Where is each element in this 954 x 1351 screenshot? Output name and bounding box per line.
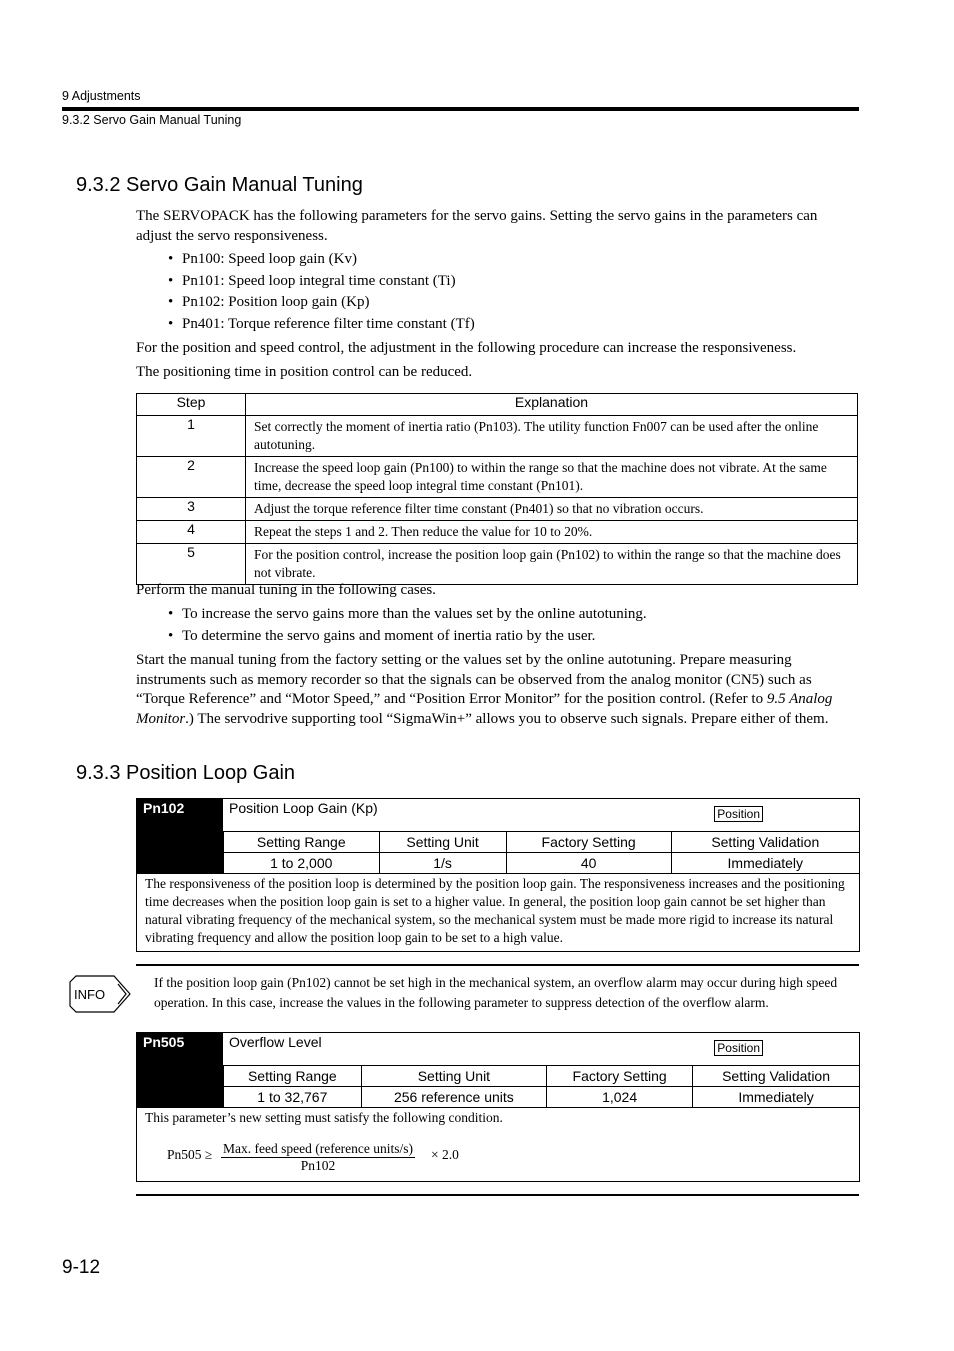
formula-lhs: Pn505 ≥ <box>167 1147 213 1162</box>
step-number: 2 <box>137 457 246 498</box>
parameter-settings-table <box>223 831 859 873</box>
manual-tuning-cases-list <box>168 604 647 647</box>
setting-unit-header: Setting Unit <box>379 832 506 853</box>
step-number: 5 <box>137 544 246 585</box>
setting-range-value: 1 to 2,000 <box>224 853 380 874</box>
formula-rhs: × 2.0 <box>431 1147 459 1162</box>
setting-unit-value: 1/s <box>379 853 506 874</box>
table-row <box>137 521 858 544</box>
step-explanation: Repeat the steps 1 and 2. Then reduce the value for 10 to 20%. <box>246 521 858 544</box>
table-row <box>137 457 858 498</box>
setting-validation-header: Setting Validation <box>693 1066 859 1087</box>
parameter-title-text: Overflow Level <box>229 1034 322 1050</box>
factory-setting-header: Factory Setting <box>547 1066 693 1087</box>
cross-reference-link[interactable]: 9.5 Analog Monitor <box>136 691 833 727</box>
manual-tuning-cases-intro: Perform the manual tuning in the following cases. <box>136 582 436 598</box>
parameter-description: The responsiveness of the position loop is determined by the position loop gain. The responsiveness increases and the positioning time decreases when the position loop gain is set to a higher value. In general, the position loop gain cannot be set higher than natural vibrating frequency of the mechanical system, so the mechanical system must be made more rigid to increase its natural vibrating frequency and allow the position loop gain to be set to a high value. <box>137 873 859 951</box>
table-header-row <box>224 1066 860 1087</box>
servo-gain-parameter-list <box>168 249 475 336</box>
step-explanation: Increase the speed loop gain (Pn100) to within the range so that the machine does not vibrate. At the same time, decrease the speed loop integral time constant (Pn101). <box>246 457 858 498</box>
parameter-title <box>223 1033 859 1065</box>
table-row <box>137 498 858 521</box>
info-rule <box>136 964 859 966</box>
parameter-title-text: Position Loop Gain (Kp) <box>229 800 378 816</box>
start-tuning-paragraph <box>136 651 858 729</box>
running-header-section: 9.3.2 Servo Gain Manual Tuning <box>62 113 242 127</box>
step-number: 1 <box>137 416 246 457</box>
parameter-id: Pn102 <box>137 799 223 873</box>
step-column-header: Step <box>137 394 246 416</box>
table-header-row <box>224 832 860 853</box>
parameter-id: Pn505 <box>137 1033 223 1107</box>
info-icon-label: INFO <box>74 987 106 1002</box>
formula-numerator: Max. feed speed (reference units/s) <box>223 1141 414 1156</box>
list-item: • To determine the servo gains and moment of inertia ratio by the user. <box>168 626 647 648</box>
formula-fraction <box>221 1140 415 1174</box>
table-row <box>224 853 860 874</box>
list-item: • Pn401: Torque reference filter time constant (Tf) <box>168 314 475 336</box>
formula-denominator: Pn102 <box>300 1158 336 1173</box>
header-rule <box>62 107 859 111</box>
parameter-box-pn102 <box>136 798 860 952</box>
positioning-paragraph: The positioning time in position control can be reduced. <box>136 364 473 380</box>
paragraph-text: .) The servodrive supporting tool “SigmaWin+” allows you to observe such signals. Prepare either of them. <box>185 710 829 727</box>
list-item: • Pn102: Position loop gain (Kp) <box>168 292 475 314</box>
table-row <box>224 1087 860 1108</box>
tuning-steps-table <box>136 393 858 585</box>
section-heading-932: 9.3.2 Servo Gain Manual Tuning <box>76 174 363 196</box>
running-header-chapter: 9 Adjustments <box>62 89 141 103</box>
setting-range-header: Setting Range <box>224 832 380 853</box>
step-number: 4 <box>137 521 246 544</box>
control-mode-tag: Position <box>714 806 763 822</box>
step-explanation: Set correctly the moment of inertia ratio (Pn103). The utility function Fn007 can be used after the online autotuning. <box>246 416 858 457</box>
list-item: • Pn101: Speed loop integral time constant (Ti) <box>168 271 475 293</box>
step-explanation: Adjust the torque reference filter time constant (Pn401) so that no vibration occurs. <box>246 498 858 521</box>
setting-unit-header: Setting Unit <box>361 1066 546 1087</box>
table-row <box>137 544 858 585</box>
list-item: • Pn100: Speed loop gain (Kv) <box>168 249 475 271</box>
table-header-row <box>137 394 858 416</box>
factory-setting-header: Factory Setting <box>506 832 671 853</box>
setting-unit-value: 256 reference units <box>361 1087 546 1108</box>
setting-validation-header: Setting Validation <box>671 832 859 853</box>
procedure-paragraph: For the position and speed control, the adjustment in the following procedure can increase the responsiveness. <box>136 340 797 356</box>
page-number: 9-12 <box>62 1257 101 1278</box>
setting-validation-value: Immediately <box>693 1087 859 1108</box>
parameter-settings-table <box>223 1065 859 1107</box>
section-heading-933: 9.3.3 Position Loop Gain <box>76 762 296 784</box>
setting-range-header: Setting Range <box>224 1066 362 1087</box>
parameter-description <box>137 1107 859 1181</box>
setting-range-value: 1 to 32,767 <box>224 1087 362 1108</box>
step-explanation: For the position control, increase the position loop gain (Pn102) to within the range so that the machine does not vibrate. <box>246 544 858 585</box>
info-note: If the position loop gain (Pn102) cannot be set high in the mechanical system, an overflow alarm may occur during high speed operation. In this case, increase the values in the following parameter to suppress detection of the overflow alarm. <box>154 975 838 1010</box>
control-mode-tag: Position <box>714 1040 763 1056</box>
explanation-column-header: Explanation <box>246 394 858 416</box>
factory-setting-value: 40 <box>506 853 671 874</box>
setting-validation-value: Immediately <box>671 853 859 874</box>
step-number: 3 <box>137 498 246 521</box>
factory-setting-value: 1,024 <box>547 1087 693 1108</box>
condition-text: This parameter’s new setting must satisfy the following condition. <box>145 1110 503 1125</box>
paragraph-text: Start the manual tuning from the factory setting or the values set by the online autotuning. Prepare measuring instruments such as memory recorder so that the signals can be observed from the analog monitor (CN5) such as “Torque Reference” and “Motor Speed,” and “Position Error Monitor” for the position control. (Refer to <box>136 652 812 707</box>
parameter-box-pn505 <box>136 1032 860 1182</box>
overflow-formula <box>145 1127 851 1177</box>
table-row <box>137 416 858 457</box>
intro-paragraph: The SERVOPACK has the following parameters for the servo gains. Setting the servo gains in the parameters can adjust the servo responsiveness. <box>136 208 818 244</box>
parameter-title <box>223 799 859 831</box>
bottom-rule <box>136 1194 859 1196</box>
list-item: • To increase the servo gains more than the values set by the online autotuning. <box>168 604 647 626</box>
info-icon <box>68 974 132 1019</box>
